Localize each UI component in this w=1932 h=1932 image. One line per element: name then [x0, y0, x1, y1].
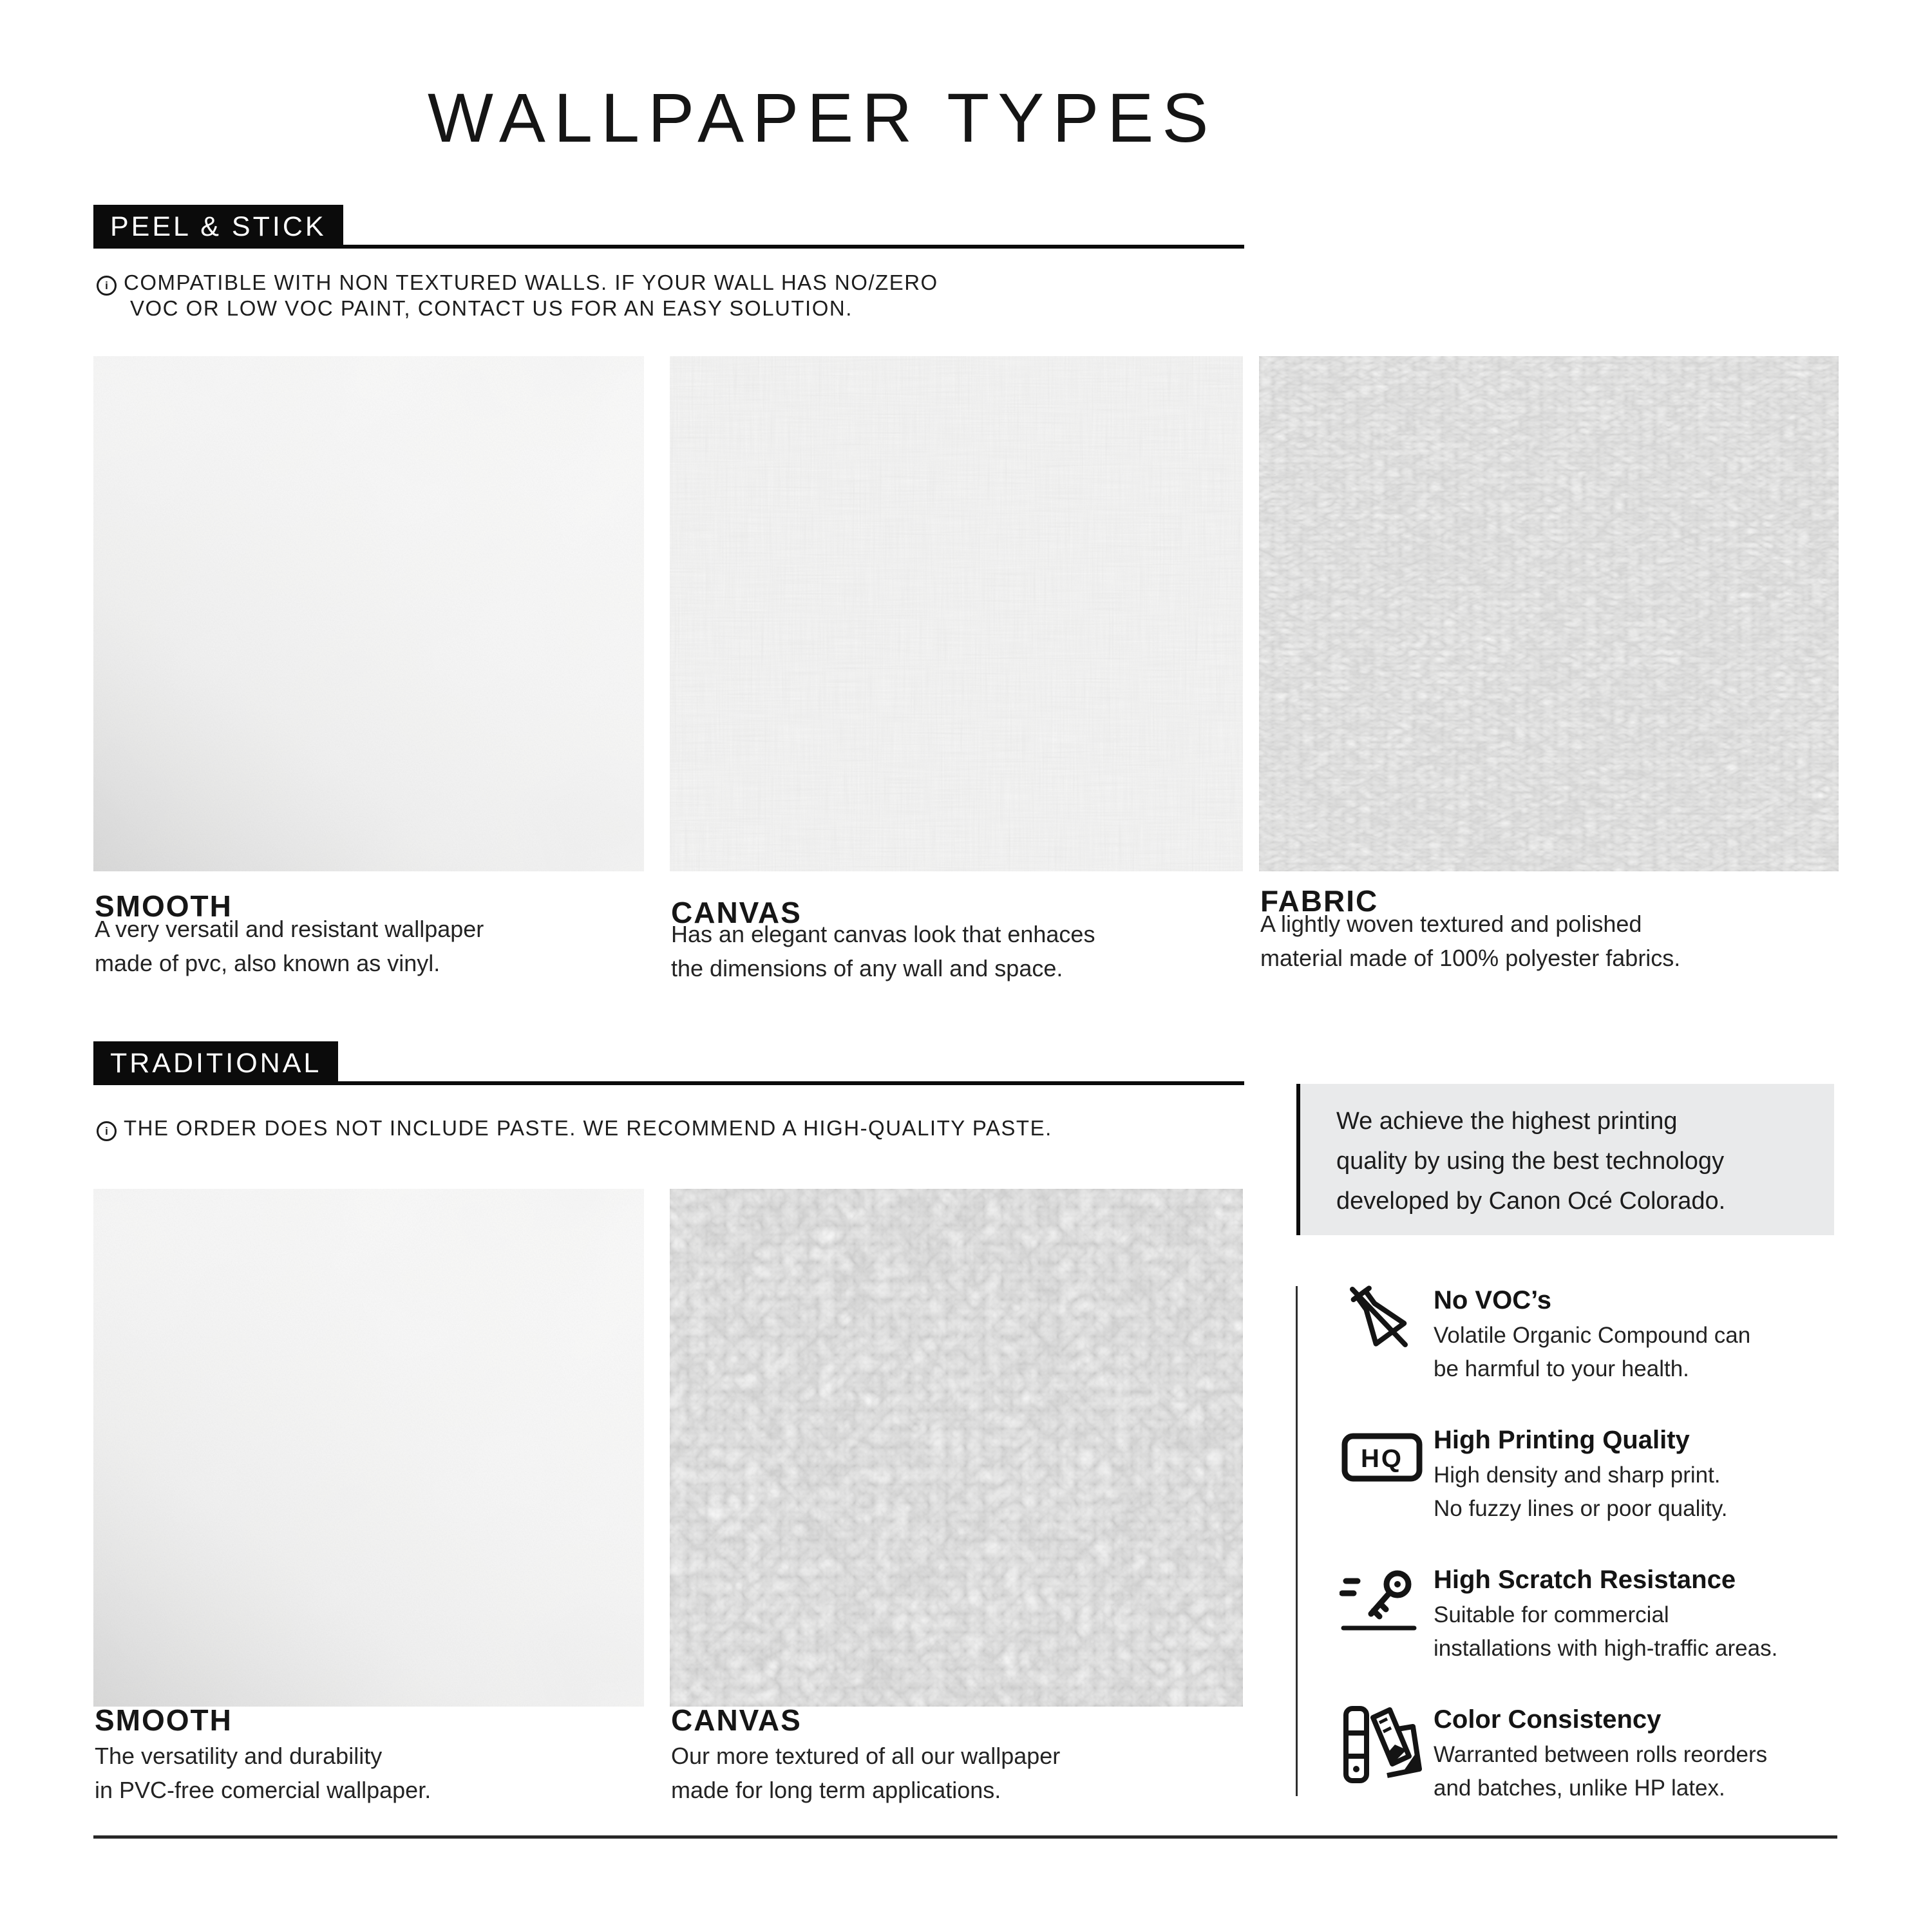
desc-line: in PVC-free comercial wallpaper. [95, 1777, 431, 1803]
info-icon [97, 276, 117, 296]
type-desc-canvas-traditional [671, 1739, 1060, 1807]
feature-desc [1434, 1738, 1767, 1805]
callout-line: developed by Canon Océ Colorado. [1336, 1188, 1726, 1215]
desc-line: made of pvc, also known as vinyl. [95, 950, 440, 976]
callout-line: We achieve the highest printing [1336, 1108, 1678, 1135]
desc-line: A lightly woven textured and polished [1260, 911, 1642, 937]
desc-line: material made of 100% polyester fabrics. [1260, 945, 1681, 971]
type-name-canvas-traditional: CANVAS [671, 1703, 802, 1737]
note-line: VOC OR LOW VOC PAINT, CONTACT US FOR AN EASY SOLUTION. [130, 296, 853, 320]
type-desc-fabric [1260, 907, 1680, 975]
texture-sample-canvas-traditional [670, 1189, 1243, 1707]
hq-icon-text: HQ [1361, 1444, 1403, 1473]
feature-title: High Scratch Resistance [1434, 1566, 1736, 1594]
scratch-key-icon [1340, 1560, 1421, 1640]
desc-line: be harmful to your health. [1434, 1356, 1689, 1381]
texture-sample-fabric-peel-stick [1259, 356, 1839, 871]
feature-title: Color Consistency [1434, 1705, 1662, 1734]
feature-desc [1434, 1598, 1777, 1665]
type-desc-canvas [671, 917, 1095, 985]
desc-line: No fuzzy lines or poor quality. [1434, 1496, 1728, 1521]
feature-desc [1434, 1319, 1750, 1386]
section-badge-peel-stick: PEEL & STICK [93, 205, 343, 249]
desc-line: Suitable for commercial [1434, 1602, 1669, 1627]
page-title: WALLPAPER TYPES [428, 79, 1217, 156]
callout-text [1336, 1101, 1725, 1221]
desc-line: made for long term applications. [671, 1777, 1001, 1803]
type-desc-smooth-traditional [95, 1739, 431, 1807]
type-name-smooth-traditional: SMOOTH [95, 1703, 232, 1737]
info-glyph: i [105, 1125, 108, 1137]
type-name-canvas: CANVAS [671, 896, 802, 929]
texture-sample-canvas-peel-stick [670, 356, 1243, 871]
callout-accent-bar [1296, 1084, 1300, 1235]
desc-line: Our more textured of all our wallpaper [671, 1743, 1061, 1769]
desc-line: Warranted between rolls reorders [1434, 1742, 1768, 1767]
info-glyph: i [105, 279, 108, 292]
traditional-note [124, 1115, 1052, 1141]
texture-sample-smooth-peel-stick [93, 356, 644, 871]
hq-badge-icon [1341, 1420, 1425, 1499]
section-badge-traditional: TRADITIONAL [93, 1041, 338, 1085]
type-name-smooth: SMOOTH [95, 889, 232, 923]
feature-title: No VOC’s [1434, 1286, 1551, 1314]
callout-line: quality by using the best technology [1336, 1148, 1725, 1175]
type-name-fabric: FABRIC [1260, 884, 1379, 918]
desc-line: Volatile Organic Compound can [1434, 1323, 1751, 1348]
peel-stick-note [124, 270, 938, 321]
no-voc-flask-icon [1341, 1280, 1413, 1359]
texture-sample-smooth-traditional [93, 1189, 644, 1707]
desc-line: and batches, unlike HP latex. [1434, 1776, 1725, 1801]
desc-line: Has an elegant canvas look that enhaces [671, 921, 1095, 947]
desc-line: High density and sharp print. [1434, 1463, 1721, 1488]
note-line: COMPATIBLE WITH NON TEXTURED WALLS. IF YOUR WALL HAS NO/ZERO [124, 270, 938, 294]
footer-rule [93, 1835, 1837, 1839]
feature-desc [1434, 1459, 1728, 1526]
info-icon [97, 1121, 117, 1141]
printing-quality-callout [1296, 1084, 1834, 1235]
type-desc-smooth [95, 912, 484, 980]
desc-line: the dimensions of any wall and space. [671, 955, 1063, 981]
desc-line: A very versatil and resistant wallpaper [95, 916, 484, 942]
desc-line: installations with high-traffic areas. [1434, 1636, 1778, 1661]
section-rule-peel-stick [322, 245, 1244, 249]
desc-line: The versatility and durability [95, 1743, 383, 1769]
section-rule-traditional [322, 1081, 1244, 1085]
features-divider-line [1296, 1286, 1298, 1796]
color-swatches-icon [1341, 1703, 1430, 1792]
note-line: THE ORDER DOES NOT INCLUDE PASTE. WE RECOMMEND A HIGH-QUALITY PASTE. [124, 1116, 1052, 1140]
feature-title: High Printing Quality [1434, 1426, 1690, 1454]
